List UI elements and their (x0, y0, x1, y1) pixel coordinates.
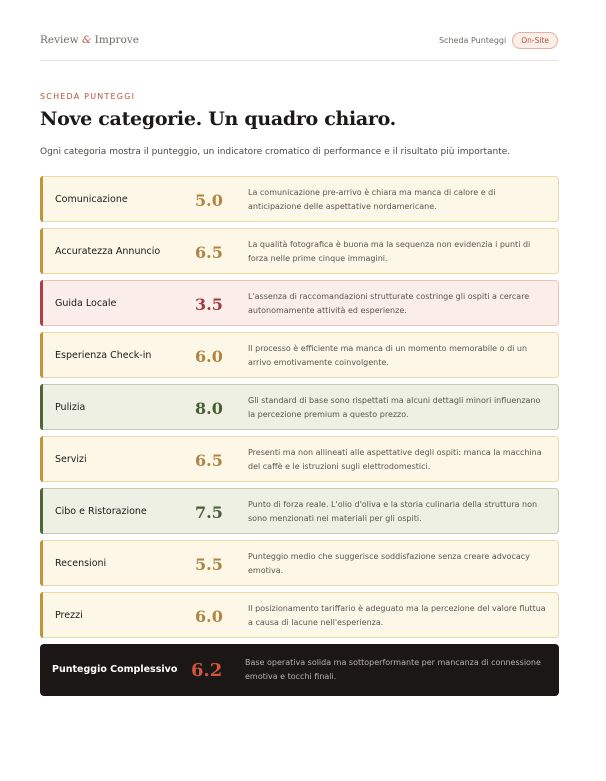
category-score: 5.0 (195, 191, 223, 210)
header-meta (439, 32, 558, 49)
category-score: 5.5 (195, 555, 223, 574)
status-badge: On-Site (512, 32, 558, 49)
score-row-guida-locale (40, 280, 559, 326)
category-score: 8.0 (195, 399, 223, 418)
category-name: Prezzi (55, 610, 83, 621)
category-name: Comunicazione (55, 194, 128, 205)
category-score: 6.5 (195, 243, 223, 262)
brand-ampersand: & (81, 34, 92, 46)
category-note: Gli standard di base sono rispettati ma alcuni dettagli minori influenzano la percezione premium a questo prezzo. (248, 396, 541, 419)
category-note: La comunicazione pre-arrivo è chiara ma manca di calore e di anticipazione delle aspettative nordamericane. (248, 188, 496, 211)
overall-label: Punteggio Complessivo (52, 664, 178, 675)
category-name: Recensioni (55, 558, 107, 569)
breadcrumb: Scheda Punteggi (438, 36, 507, 45)
score-row-accuratezza-annuncio (40, 228, 559, 274)
brand-word-improve: Improve (94, 34, 139, 46)
section-eyebrow: SCHEDA PUNTEGGI (40, 92, 136, 101)
score-row-recensioni (40, 540, 559, 586)
top-bar (40, 30, 558, 61)
overall-note: Base operativa solida ma sottoperformante per mancanza di connessione emotiva e tocchi finali. (245, 658, 541, 681)
category-note: L'assenza di raccomandazioni strutturate costringe gli ospiti a cercare autonomamente attività ed esperienze. (248, 292, 530, 315)
score-row-pulizia (40, 384, 559, 430)
category-note: La qualità fotografica è buona ma la sequenza non evidenzia i punti di forza nelle prime cinque immagini. (248, 240, 531, 263)
category-score: 6.0 (195, 347, 223, 366)
score-list (40, 176, 559, 696)
page-subtitle: Ogni categoria mostra il punteggio, un indicatore cromatico di performance e il risultato più importante. (40, 147, 511, 157)
brand-word-review: Review (40, 34, 79, 46)
category-name: Esperienza Check-in (55, 350, 152, 361)
category-score: 7.5 (195, 503, 223, 522)
score-row-prezzi (40, 592, 559, 638)
overall-score: 6.2 (191, 660, 223, 681)
brand-logo[interactable] (40, 34, 139, 46)
category-note: Punteggio medio che suggerisce soddisfazione senza creare advocacy emotiva. (248, 552, 530, 575)
page-title: Nove categorie. Un quadro chiaro. (40, 108, 396, 130)
category-note: Il processo è efficiente ma manca di un momento memorabile o di un arrivo emotivamente coinvolgente. (248, 344, 528, 367)
category-name: Cibo e Ristorazione (55, 506, 147, 517)
score-row-comunicazione (40, 176, 559, 222)
category-score: 6.5 (195, 451, 223, 470)
category-name: Guida Locale (55, 298, 117, 309)
score-row-esperienza-check-in (40, 332, 559, 378)
category-note: Punto di forza reale. L'olio d'oliva e la storia culinaria della struttura non sono menzionati nei materiali per gli ospiti. (248, 500, 538, 523)
category-score: 3.5 (195, 295, 223, 314)
score-row-servizi (40, 436, 559, 482)
category-score: 6.0 (195, 607, 223, 626)
category-name: Servizi (55, 454, 87, 465)
category-name: Pulizia (55, 402, 86, 413)
category-note: Presenti ma non allineati alle aspettative degli ospiti: manca la macchina del caffè e le istruzioni sugli elettrodomestici. (248, 448, 542, 471)
overall-score-row (40, 644, 559, 696)
score-row-cibo-e-ristorazione (40, 488, 559, 534)
category-note: Il posizionamento tariffario è adeguato ma la percezione del valore fluttua a causa di lacune nell'esperienza. (248, 604, 546, 627)
category-name: Accuratezza Annuncio (55, 246, 161, 257)
